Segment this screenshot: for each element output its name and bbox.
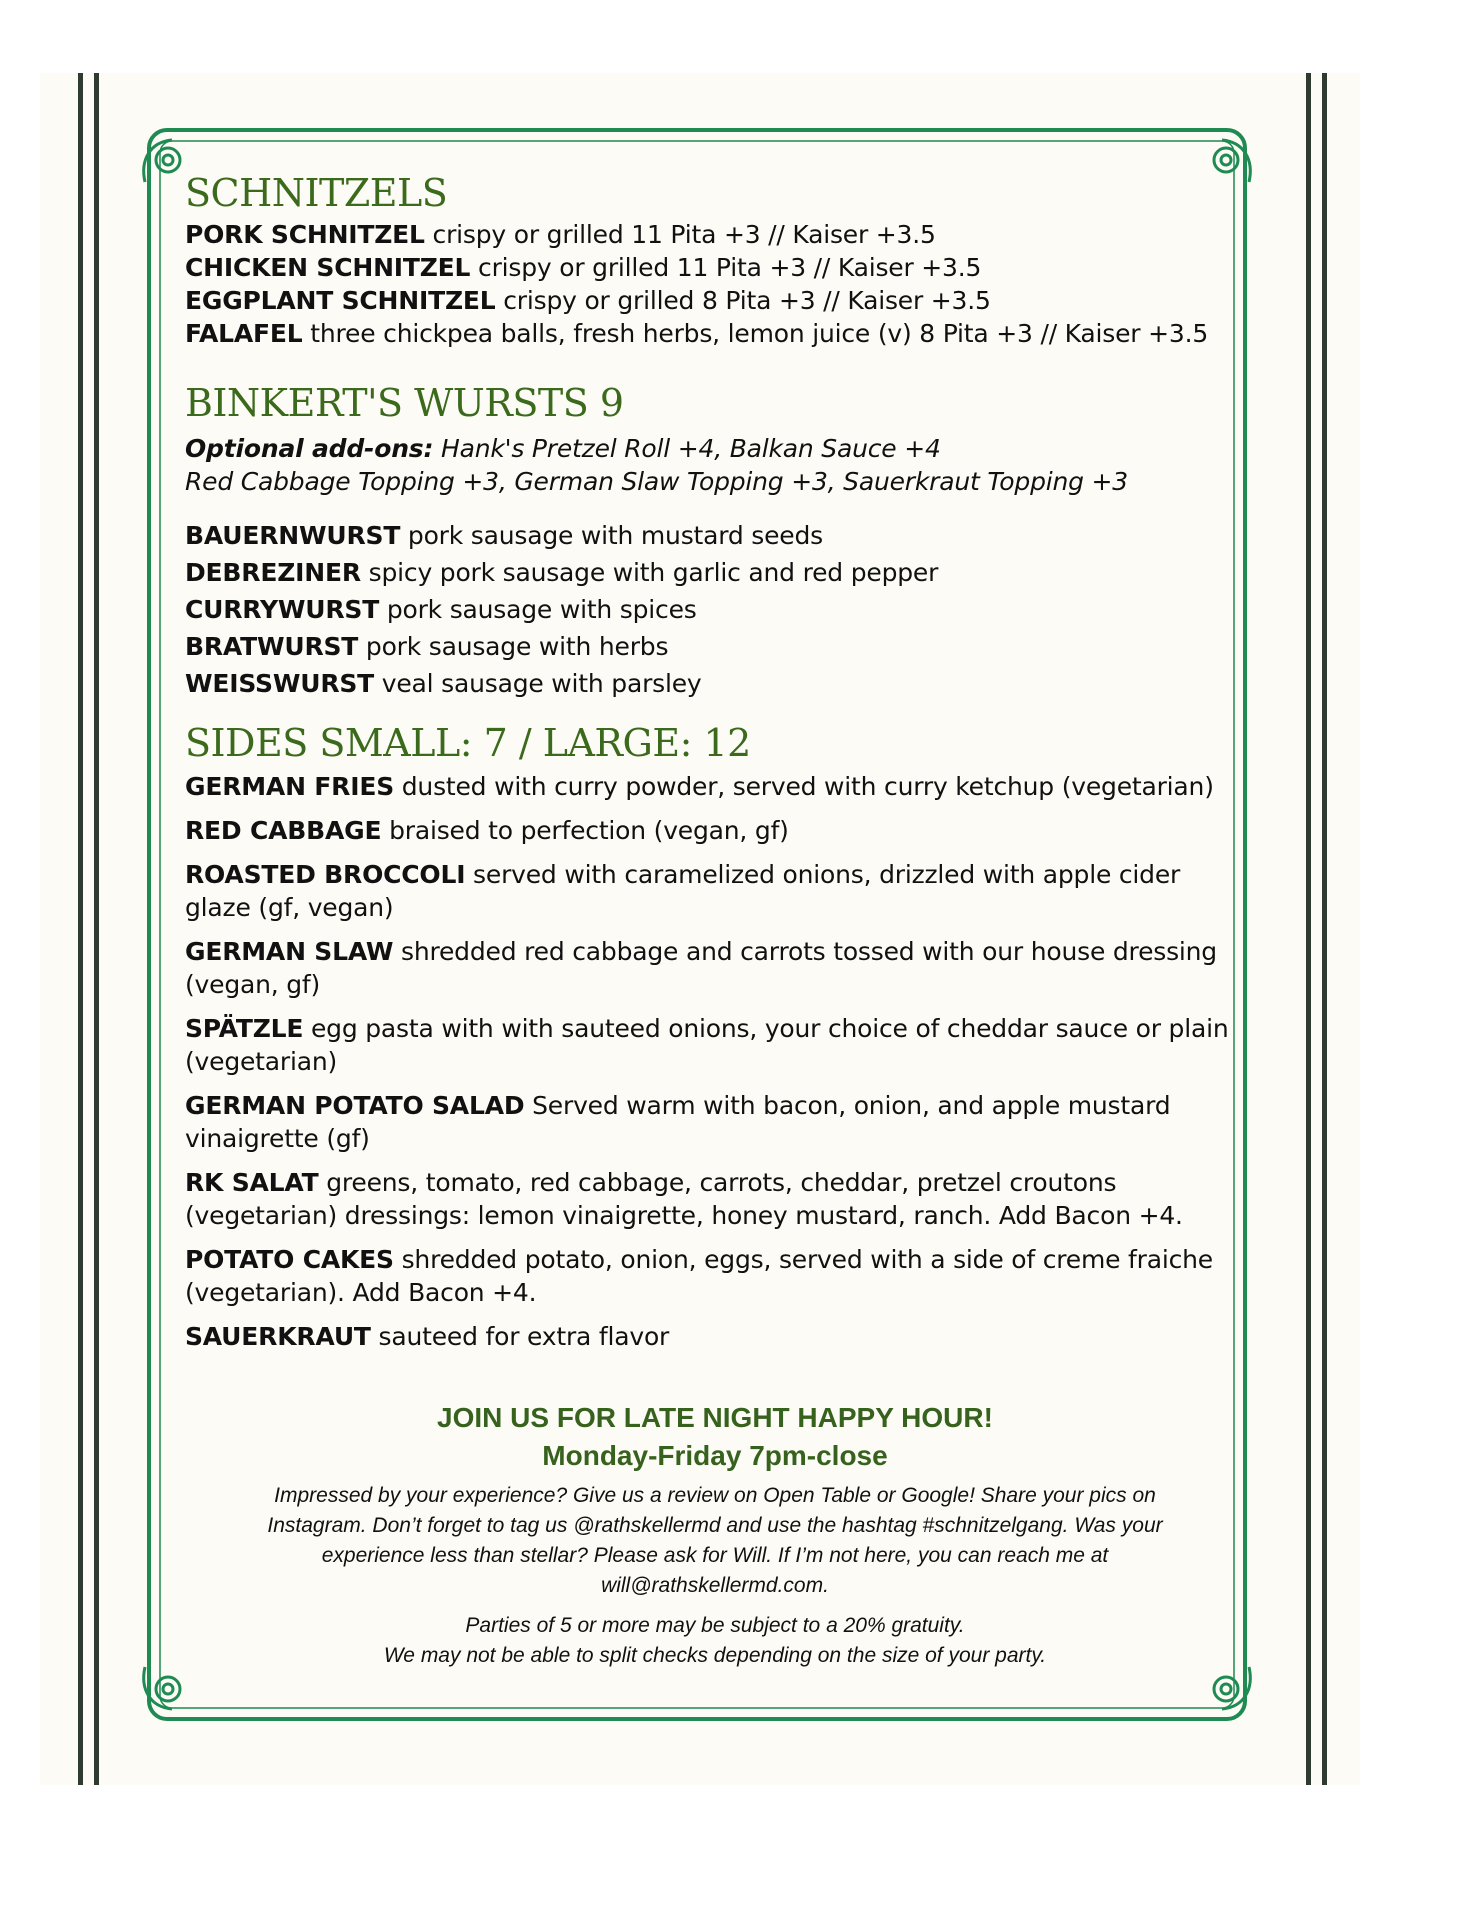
item-desc: shredded red cabbage and carrots tossed with our house dressing (vegan, gf)	[185, 937, 1217, 999]
item-desc: crispy or grilled 11 Pita +3 // Kaiser +3.5	[470, 253, 982, 282]
schnitzels-list	[185, 218, 1245, 350]
review-line: Impressed by your experience? Give us a review on Open Table or Google! Share your pics on	[274, 1484, 1156, 1507]
item-name: GERMAN POTATO SALAD	[185, 1091, 525, 1120]
item-desc: veal sausage with parsley	[374, 669, 702, 698]
menu-item	[185, 284, 1245, 317]
sides-list	[185, 770, 1245, 1353]
item-name: WEISSWURST	[185, 669, 375, 698]
item-name: SPÄTZLE	[185, 1014, 304, 1043]
review-line: Instagram. Don’t forget to tag us @rathskellermd and use the hashtag #schnitzelgang. Was your	[267, 1514, 1163, 1537]
menu-item	[185, 519, 1245, 552]
item-desc: sauteed for extra flavor	[370, 1322, 670, 1351]
policy-note	[155, 1611, 1275, 1671]
item-desc: braised to perfection (vegan, gf)	[381, 816, 789, 845]
item-desc: pork sausage with mustard seeds	[400, 521, 823, 550]
menu-item	[185, 630, 1245, 663]
sides-heading: SIDES SMALL: 7 / LARGE: 12	[185, 721, 751, 765]
menu-item	[185, 1012, 1245, 1078]
menu-item	[185, 317, 1245, 350]
item-desc: crispy or grilled 8 Pita +3 // Kaiser +3.5	[495, 286, 991, 315]
policy-line: We may not be able to split checks depending on the size of your party.	[383, 1644, 1047, 1667]
item-name: RK SALAT	[185, 1168, 319, 1197]
item-desc: pork sausage with spices	[379, 595, 697, 624]
addons-label: Optional add-ons:	[185, 434, 434, 463]
menu-item	[185, 556, 1245, 589]
happy-hour-block	[165, 1399, 1265, 1475]
item-name: BAUERNWURST	[185, 521, 401, 550]
menu-content	[185, 170, 1245, 1671]
item-desc: pork sausage with herbs	[358, 632, 669, 661]
menu-item	[185, 770, 1245, 803]
addons-line: Red Cabbage Topping +3, German Slaw Topping +3, Sauerkraut Topping +3	[185, 467, 1128, 496]
review-note	[155, 1481, 1275, 1601]
item-name: ROASTED BROCCOLI	[185, 860, 466, 889]
menu-item	[185, 935, 1245, 1001]
item-name: POTATO CAKES	[185, 1245, 394, 1274]
item-desc: crispy or grilled 11 Pita +3 // Kaiser +3.5	[424, 220, 936, 249]
menu-item	[185, 667, 1245, 700]
item-desc: egg pasta with with sauteed onions, your choice of cheddar sauce or plain (vegetarian)	[185, 1014, 1229, 1076]
item-desc: greens, tomato, red cabbage, carrots, cheddar, pretzel croutons (vegetarian) dressings: lemon vinaigrette, honey mustard, ranch. Add Bacon +4.	[185, 1168, 1183, 1230]
item-desc: spicy pork sausage with garlic and red pepper	[360, 558, 939, 587]
item-desc: Served warm with bacon, onion, and apple mustard vinaigrette (gf)	[185, 1091, 1171, 1153]
menu-item	[185, 1243, 1245, 1309]
item-desc: shredded potato, onion, eggs, served with a side of creme fraiche (vegetarian). Add Bacon +4.	[185, 1245, 1213, 1307]
happy-hour-times: Monday-Friday 7pm-close	[542, 1440, 888, 1471]
review-line: experience less than stellar? Please ask for Will. If I’m not here, you can reach me at	[321, 1544, 1109, 1567]
review-line: will@rathskellermd.com.	[601, 1574, 829, 1597]
wursts-list	[185, 519, 1245, 700]
menu-item	[185, 218, 1245, 251]
item-name: EGGPLANT SCHNITZEL	[185, 286, 496, 315]
item-name: DEBREZINER	[185, 558, 361, 587]
item-name: PORK SCHNITZEL	[185, 220, 425, 249]
item-name: FALAFEL	[185, 319, 303, 348]
addons-text: Hank's Pretzel Roll +4, Balkan Sauce +4	[433, 434, 941, 463]
item-name: CHICKEN SCHNITZEL	[185, 253, 471, 282]
menu-item	[185, 593, 1245, 626]
menu-item	[185, 858, 1245, 924]
menu-item	[185, 251, 1245, 284]
schnitzels-heading: SCHNITZELS	[185, 171, 448, 215]
menu-item	[185, 1320, 1245, 1353]
item-name: GERMAN SLAW	[185, 937, 394, 966]
item-name: CURRYWURST	[185, 595, 380, 624]
item-desc: served with caramelized onions, drizzled with apple cider glaze (gf, vegan)	[185, 860, 1181, 922]
wursts-heading: BINKERT'S WURSTS 9	[185, 381, 624, 425]
addons-line	[185, 432, 1245, 465]
item-name: RED CABBAGE	[185, 816, 382, 845]
item-name: SAUERKRAUT	[185, 1322, 371, 1351]
item-name: BRATWURST	[185, 632, 359, 661]
happy-hour-title: JOIN US FOR LATE NIGHT HAPPY HOUR!	[437, 1402, 993, 1433]
item-name: GERMAN FRIES	[185, 772, 395, 801]
item-desc: three chickpea balls, fresh herbs, lemon juice (v) 8 Pita +3 // Kaiser +3.5	[302, 319, 1209, 348]
wurst-addons	[185, 432, 1245, 498]
menu-item	[185, 814, 1245, 847]
item-desc: dusted with curry powder, served with curry ketchup (vegetarian)	[394, 772, 1214, 801]
policy-line: Parties of 5 or more may be subject to a 20% gratuity.	[465, 1614, 965, 1637]
menu-item	[185, 1089, 1245, 1155]
menu-item	[185, 1166, 1245, 1232]
